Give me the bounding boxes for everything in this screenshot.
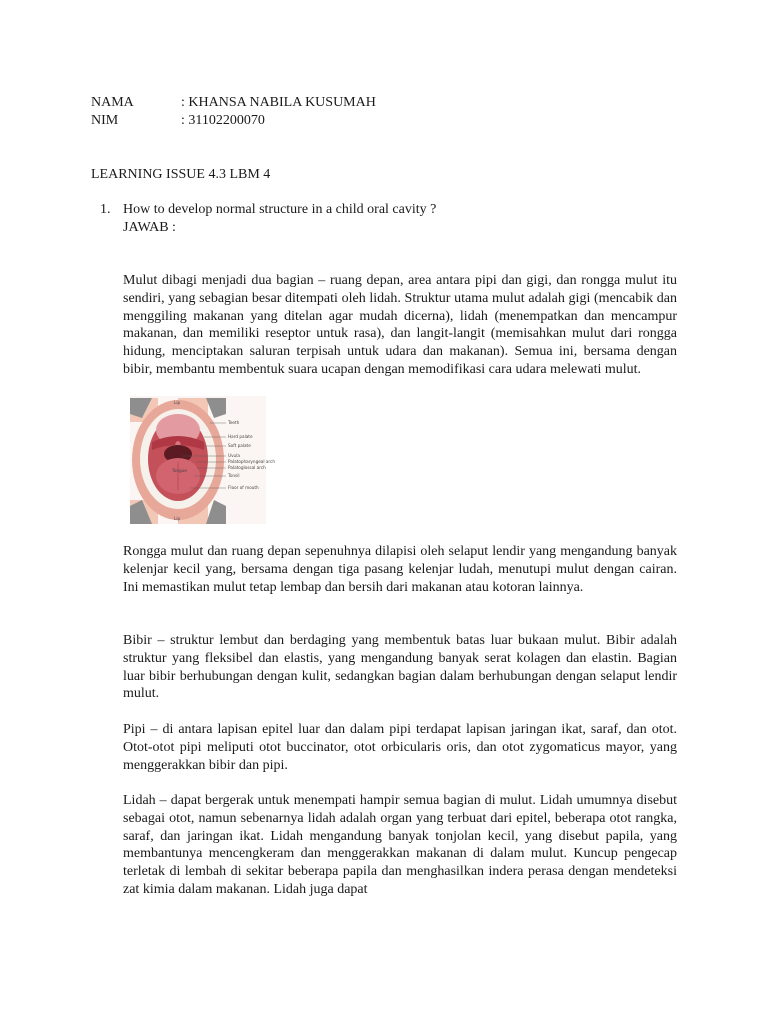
nim-value: : 31102200070 — [181, 113, 265, 128]
label-hard-palate: Hard palate — [228, 434, 253, 439]
paragraph-lidah: Lidah – dapat bergerak untuk menempati hampir semua bagian di mulut. Lidah umumnya disebut sebagai otot, namun sebenarnya lidah adalah organ yang terbuat dari epitel, beberapa otot rangka, saraf, dan jaringan ikat. Lidah mengandung banyak tonjolan kecil, yang disebut papila, yang membantunya mencengkeram dan menggerakkan makanan di dalam mulut. Kuncup pengecap terletak di lembah di sekitar beberapa papila dan menghasilkan indera perasa dengan mendeteksi zat kimia dalam makanan. Lidah juga dapat — [123, 793, 677, 897]
name-row — [91, 94, 376, 112]
nim-label: NIM — [91, 113, 119, 128]
paragraph-rongga-mulut: Rongga mulut dan ruang depan sepenuhnya dilapisi oleh selaput lendir yang mengandung banyak kelenjar kecil yang, bersama dengan tiga pasang kelenjar ludah, menutupi mulut dengan cairan. Ini memastikan mulut tetap lembap dan bersih dari makanan atau kotoran lainnya. — [123, 544, 677, 595]
lip-bottom-label: Lip — [174, 516, 181, 521]
document-title: LEARNING ISSUE 4.3 LBM 4 — [91, 167, 271, 182]
label-floor-of-mouth: Floor of mouth — [228, 485, 259, 490]
name-value: : KHANSA NABILA KUSUMAH — [181, 95, 376, 110]
label-tonsil: Tonsil — [228, 473, 240, 478]
label-teeth: Teeth — [228, 420, 240, 425]
question-1 — [100, 201, 436, 219]
nim-row — [91, 112, 265, 130]
oral-cavity-figure — [130, 396, 276, 524]
tongue-label: Tongue — [172, 468, 187, 473]
question-number: 1. — [100, 202, 111, 217]
paragraph-mulut: Mulut dibagi menjadi dua bagian – ruang depan, area antara pipi dan gigi, dan rongga mulut itu sendiri, yang sebagian besar ditempati oleh lidah. Struktur utama mulut adalah gigi (mencabik dan menggiling makanan yang ditelan agar mudah dicerna), lidah (menempatkan dan mencampur makanan, dan memiliki reseptor untuk rasa), dan langit-langit (memisahkan mulut dari rongga hidung, menciptakan saluran terpisah untuk udara dan makanan). Semua ini, bersama dengan bibir, membantu membentuk suara ucapan dengan memodifikasi cara udara melewati mulut. — [123, 273, 677, 377]
lip-top-label: Lip — [174, 400, 181, 405]
question-text: How to develop normal structure in a child oral cavity ? — [123, 202, 437, 217]
name-label: NAMA — [91, 95, 134, 110]
paragraph-bibir: Bibir – struktur lembut dan berdaging yang membentuk batas luar bukaan mulut. Bibir adalah struktur yang fleksibel dan elastis, yang mengandung banyak serat kolagen dan elastin. Bagian luar bibir berhubungan dengan kulit, sedangkan bagian dalam berhubungan dengan selaput lendir mulut. — [123, 633, 677, 702]
oral-cavity-illustration — [130, 396, 276, 524]
answer-label: JAWAB : — [123, 220, 176, 235]
label-uvula: Uvula — [228, 453, 240, 458]
paragraph-pipi: Pipi – di antara lapisan epitel luar dan dalam pipi terdapat lapisan jaringan ikat, saraf, dan otot. Otot-otot pipi meliputi otot buccinator, otot orbicularis oris, dan otot zygomaticus mayor, yang menggerakkan bibir dan pipi. — [123, 722, 677, 773]
label-soft-palate: Soft palate — [228, 443, 251, 448]
label-palatoglossal-arch: Palatoglossal arch — [228, 465, 266, 470]
label-palatopharyngeal-arch: Palatopharyngeal arch — [228, 459, 276, 464]
